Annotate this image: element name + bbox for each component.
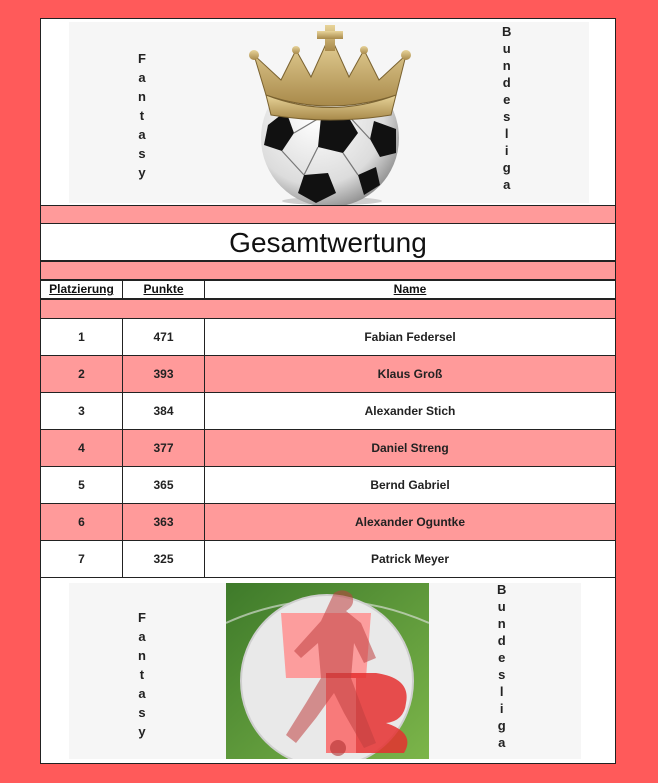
name-cell: Klaus Groß (377, 367, 443, 381)
points-cell: 365 (123, 467, 205, 503)
header-rank: Platzierung (41, 281, 123, 298)
table-row (41, 392, 615, 429)
separator-band (41, 262, 615, 280)
rank-cell: 7 (41, 541, 123, 577)
rank-cell: 2 (41, 356, 123, 392)
bundesliga-vertical-text: B u n d e s l i g a (502, 24, 512, 192)
rank-cell: 4 (41, 430, 123, 466)
name-cell: Fabian Federsel (364, 330, 456, 344)
points-cell: 393 (123, 356, 205, 392)
page-title: Gesamtwertung (41, 224, 615, 262)
points-cell: 471 (123, 319, 205, 355)
top-banner (41, 19, 615, 205)
rank-cell: 3 (41, 393, 123, 429)
table-row (41, 540, 615, 578)
separator-band (41, 300, 615, 318)
fantasy-vertical-text: F a n t a s y (138, 51, 146, 180)
name-cell: Alexander Oguntke (354, 515, 466, 529)
bottom-banner (41, 579, 615, 763)
header-points: Punkte (123, 281, 205, 298)
rank-cell: 5 (41, 467, 123, 503)
points-cell: 377 (123, 430, 205, 466)
rank-cell: 1 (41, 319, 123, 355)
name-cell: Patrick Meyer (370, 552, 450, 566)
table-row (41, 503, 615, 540)
bundesliga-vertical-text: B u n d e s l i g a (497, 582, 507, 750)
rank-cell: 6 (41, 504, 123, 540)
name-cell: Daniel Streng (371, 441, 449, 455)
standings-sheet (40, 18, 616, 764)
player-silhouette-logo (226, 583, 429, 759)
name-cell: Alexander Stich (364, 404, 456, 418)
table-row (41, 318, 615, 355)
points-cell: 384 (123, 393, 205, 429)
table-row (41, 429, 615, 466)
table-row (41, 355, 615, 392)
points-cell: 363 (123, 504, 205, 540)
header-name: Name (393, 282, 427, 296)
fantasy-vertical-text: F a n t a s y (138, 610, 146, 739)
separator-band (41, 205, 615, 224)
table-row (41, 466, 615, 503)
crown-ball-logo (246, 25, 416, 205)
points-cell: 325 (123, 541, 205, 577)
table-header (41, 280, 615, 300)
name-cell: Bernd Gabriel (370, 478, 450, 492)
standings-table (41, 318, 615, 578)
